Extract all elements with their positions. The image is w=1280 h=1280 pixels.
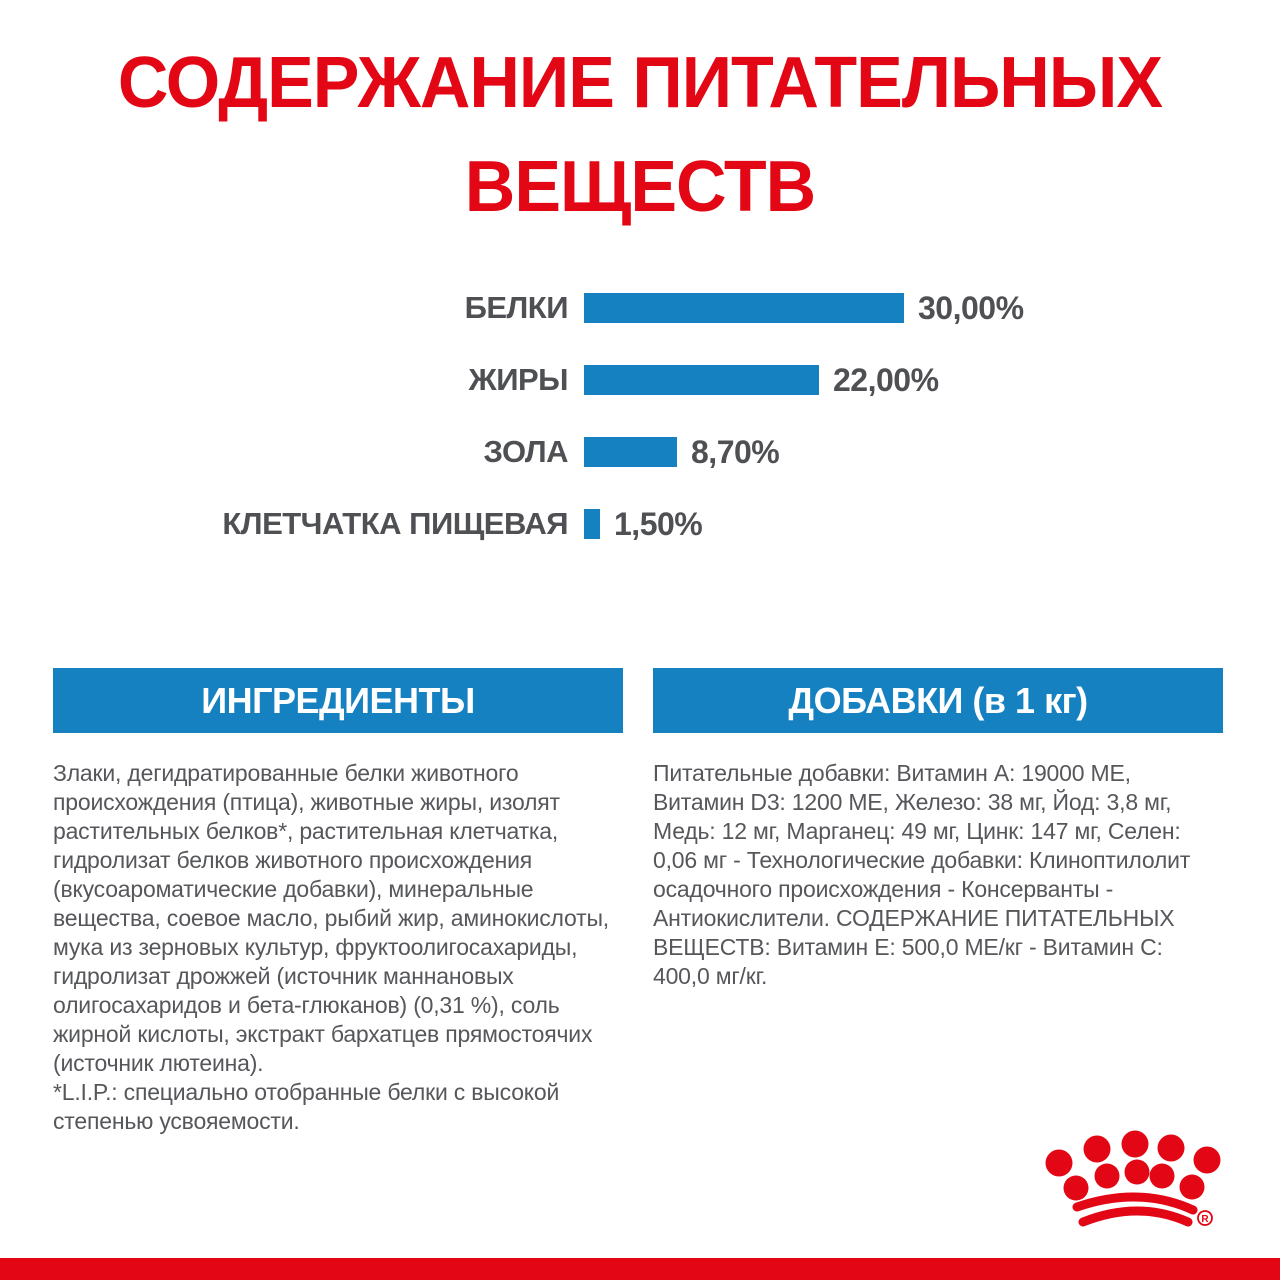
additives-text: Питательные добавки: Витамин A: 19000 ME, Витамин D3: 1200 ME, Железо: 38 мг, Йод: 3,8 мг, Медь: 12 мг, Марганец: 49 мг, Цинк: 147 мг, Селен: 0,06 мг - Технологические добавки: Клиноптилолит осадочного происхождения - Консерванты - Антиокислители. СОДЕРЖАНИЕ ПИТАТЕЛЬНЫХ ВЕЩЕСТВ: Витамин E: 500,0 МЕ/кг - Витамин C: 400,0 мг/кг.	[653, 760, 1191, 989]
bar-label: БЕЛКИ	[464, 290, 568, 325]
additives-header: ДОБАВКИ (в 1 кг)	[653, 668, 1223, 733]
page-title-line1: СОДЕРЖАНИЕ ПИТАТЕЛЬНЫХ	[117, 41, 1163, 123]
royal-canin-crown-logo-icon	[1043, 1128, 1258, 1248]
bar-label: КЛЕТЧАТКА ПИЩЕВАЯ	[222, 506, 568, 541]
bar	[584, 365, 819, 395]
ingredients-header: ИНГРЕДИЕНТЫ	[53, 668, 623, 733]
bar	[584, 293, 904, 323]
bar-value: 8,70%	[691, 433, 780, 470]
chart-row	[0, 433, 1280, 470]
page-title	[0, 0, 1280, 238]
bar-value: 30,00%	[918, 289, 1024, 326]
bar-value: 22,00%	[833, 361, 939, 398]
ingredients-body	[53, 759, 623, 1136]
ingredients-text: Злаки, дегидратированные белки животного происхождения (птица), животные жиры, изолят растительных белков*, растительная клетчатка, гидролизат белков животного происхождения (вкусоароматические добавки), минеральные вещества, соевое масло, рыбий жир, аминокислоты, мука из зерновых культур, фруктоолигосахариды, гидролизат дрожжей (источник маннановых олигосахаридов и бета-глюканов) (0,31 %), соль жирной кислоты, экстракт бархатцев прямостоячих (источник лютеина).	[53, 760, 609, 1076]
bar	[584, 509, 600, 539]
bar-label: ЖИРЫ	[468, 362, 568, 397]
chart-row	[0, 505, 1280, 542]
chart-row	[0, 289, 1280, 326]
bar	[584, 437, 677, 467]
additives-body	[653, 759, 1223, 991]
additives-section	[653, 668, 1223, 1136]
bar-value: 1,50%	[614, 505, 703, 542]
bar-label: ЗОЛА	[483, 434, 568, 469]
registered-mark: R	[1201, 1214, 1209, 1225]
nutrient-bar-chart	[0, 289, 1280, 542]
info-columns	[0, 668, 1280, 1136]
chart-row	[0, 361, 1280, 398]
page-title-line2: ВЕЩЕСТВ	[464, 145, 816, 227]
ingredients-section	[53, 668, 623, 1136]
footer-red-stripe	[0, 1258, 1280, 1280]
ingredients-footnote: *L.I.P.: специально отобранные белки с высокой степенью усвояемости.	[53, 1079, 560, 1134]
